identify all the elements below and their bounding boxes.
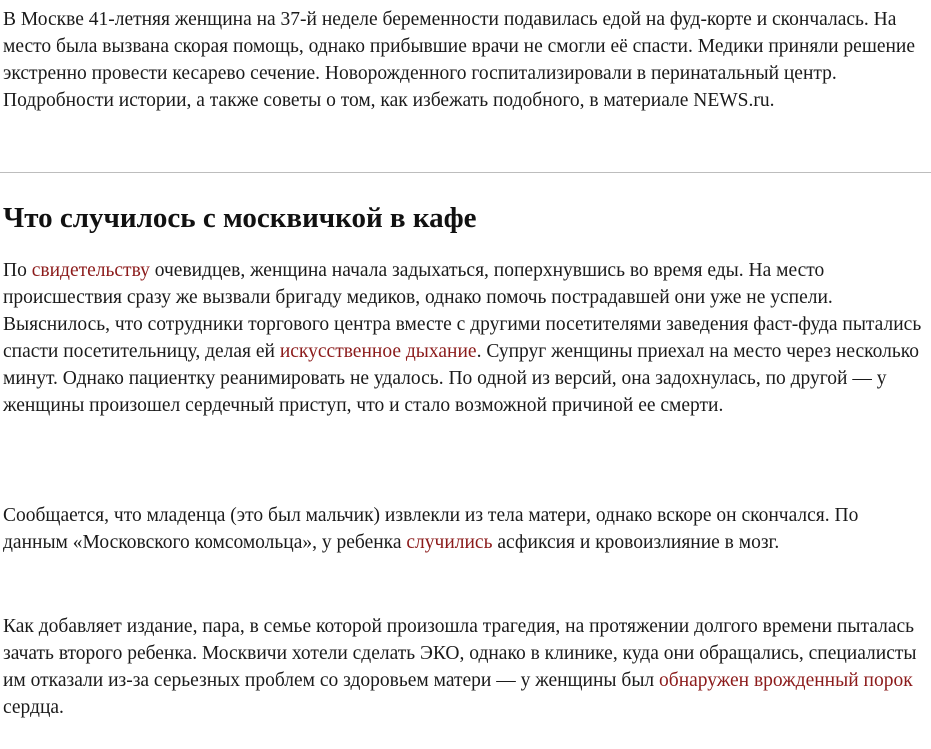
paragraph-2-text-b: асфиксия и кровоизлияние в мозг. xyxy=(492,532,780,553)
section-divider xyxy=(0,172,931,173)
paragraph-1-text-c: Выяснилось, что сотрудники торгового центра вместе с другими посетителями заведения фаст-фуда пытались спасти посетительницу, делая ей xyxy=(3,314,922,362)
paragraph-3-text-b: сердца. xyxy=(3,697,64,718)
paragraph-3 xyxy=(3,613,928,721)
paragraph-1-text-b: очевидцев, женщина начала задыхаться, поперхнувшись во время еды. На место происшествия сразу же вызвали бригаду медиков, однако помочь пострадавшей они уже не успели. xyxy=(3,260,833,308)
link-happened[interactable]: случились xyxy=(406,532,493,553)
link-testimony[interactable]: свидетельству xyxy=(31,260,150,281)
article-lead: В Москве 41-летняя женщина на 37-й неделе беременности подавилась едой на фуд-корте и скончалась. На место была вызвана скорая помощь, однако прибывшие врачи не смогли её спасти. Медики приняли решение экстренно провести кесарево сечение. Новорожденного госпитализировали в перинатальный центр. Подробности истории, а также советы о том, как избежать подобного, в материале NEWS.ru. xyxy=(3,9,916,111)
paragraph-1-text-a: По xyxy=(3,260,32,281)
paragraph-3-text-a: Как добавляет издание, пара, в семье которой произошла трагедия, на протяжении долгого времени пыталась зачать второго ребенка. Москвичи хотели сделать ЭКО, однако в клинике, куда они обращались, специалисты им отказали из-за серьезных проблем со здоровьем матери — у женщины был xyxy=(3,616,917,691)
paragraph-2 xyxy=(3,502,928,556)
link-congenital-defect[interactable]: обнаружен врожденный порок xyxy=(659,670,913,691)
paragraph-1-text-d: . Супруг женщины приехал на место через несколько минут. Однако пациентку реанимировать не удалось. По одной из версий, она задохнулась, по другой — у женщины произошел сердечный приступ, что и стало возможной причиной ее смерти. xyxy=(3,341,919,416)
link-artificial-respiration[interactable]: искусственное дыхание xyxy=(279,341,477,362)
section-heading: Что случилось с москвичкой в кафе xyxy=(3,202,477,234)
paragraph-2-text-a: Сообщается, что младенца (это был мальчик) извлекли из тела матери, однако вскоре он скончался. По данным «Московского комсомольца», у ребенка xyxy=(3,505,859,553)
paragraph-1 xyxy=(3,257,928,419)
